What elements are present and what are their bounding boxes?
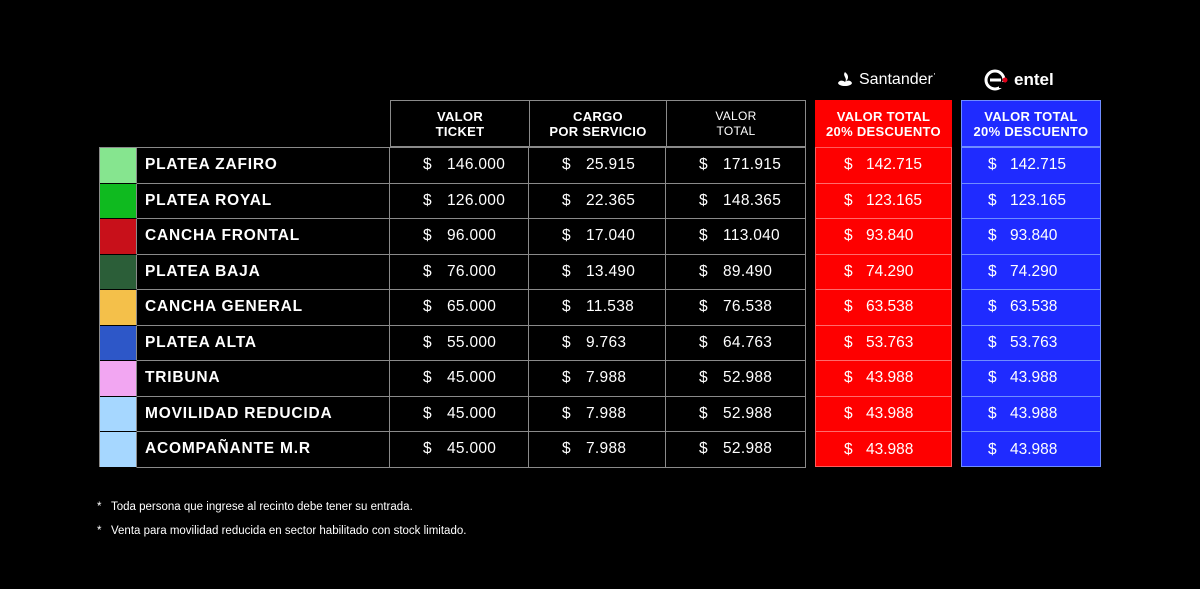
price-value: 52.988 [723, 404, 773, 422]
price-value: 17.040 [586, 227, 636, 245]
currency-symbol: $ [423, 333, 432, 351]
price-value: 64.763 [723, 333, 773, 351]
header-santander-discount [815, 100, 952, 147]
price-value: 43.988 [1010, 404, 1058, 422]
price-value: 7.988 [586, 369, 627, 387]
header-line: VALOR [715, 108, 757, 123]
santander-price-cell [816, 397, 951, 433]
currency-symbol: $ [699, 262, 708, 280]
price-value: 45.000 [447, 404, 497, 422]
table-row [962, 148, 1100, 184]
table-row [100, 184, 806, 220]
currency-symbol: $ [844, 298, 853, 316]
table-row [962, 184, 1100, 220]
section-color-swatch [100, 148, 137, 184]
currency-symbol: $ [423, 227, 432, 245]
santander-logo [835, 64, 935, 96]
note-text: Venta para movilidad reducida en sector habilitado con stock limitado. [111, 525, 467, 537]
currency-symbol: $ [844, 227, 853, 245]
section-name: PLATEA ROYAL [137, 184, 390, 220]
santander-price-cell [816, 184, 951, 220]
table-row [816, 361, 951, 397]
service-charge-cell [529, 326, 666, 362]
price-value: 146.000 [447, 156, 506, 174]
price-value: 43.988 [866, 404, 914, 422]
header-entel-discount [961, 100, 1101, 147]
entel-price-cell [962, 326, 1100, 362]
currency-symbol: $ [988, 191, 997, 209]
table-row [816, 219, 951, 255]
currency-symbol: $ [699, 369, 708, 387]
price-value: 13.490 [586, 262, 636, 280]
price-value: 74.290 [866, 262, 914, 280]
section-name: TRIBUNA [137, 361, 390, 397]
table-row [816, 397, 951, 433]
price-value: 93.840 [1010, 227, 1058, 245]
entel-discount-table [961, 147, 1101, 467]
price-value: 113.040 [723, 227, 780, 245]
currency-symbol: $ [988, 369, 997, 387]
table-row [100, 326, 806, 362]
table-row [962, 432, 1100, 468]
ticket-price-cell [390, 326, 529, 362]
currency-symbol: $ [423, 298, 432, 316]
santander-price-cell [816, 361, 951, 397]
price-value: 63.538 [1010, 298, 1058, 316]
header-line: 20% DESCUENTO [973, 123, 1089, 139]
currency-symbol: $ [699, 440, 708, 458]
section-name: PLATEA BAJA [137, 255, 390, 291]
price-value: 63.538 [866, 298, 914, 316]
footnote [97, 501, 413, 513]
section-name: PLATEA ALTA [137, 326, 390, 362]
table-row [816, 290, 951, 326]
price-value: 53.763 [866, 333, 914, 351]
santander-flame-icon [835, 70, 855, 90]
santander-discount-table [815, 147, 952, 467]
price-value: 74.290 [1010, 262, 1058, 280]
currency-symbol: $ [988, 333, 997, 351]
table-row [962, 397, 1100, 433]
ticket-price-cell [390, 219, 529, 255]
section-color-swatch [100, 432, 137, 468]
price-table [99, 147, 806, 467]
table-row [816, 148, 951, 184]
currency-symbol: $ [423, 440, 432, 458]
header-line: VALOR TOTAL [836, 108, 931, 124]
price-value: 76.000 [447, 262, 497, 280]
header-cargo-servicio [529, 100, 667, 147]
price-value: 9.763 [586, 333, 627, 351]
note-bullet: * [97, 525, 102, 537]
service-charge-cell [529, 432, 666, 468]
santander-price-cell [816, 255, 951, 291]
entel-price-cell [962, 148, 1100, 184]
price-value: 11.538 [586, 298, 635, 316]
price-value: 123.165 [866, 191, 923, 209]
header-line: CARGO [573, 108, 623, 124]
entel-price-cell [962, 397, 1100, 433]
ticket-price-cell [390, 432, 529, 468]
ticket-price-cell [390, 290, 529, 326]
total-price-cell [666, 326, 806, 362]
currency-symbol: $ [988, 440, 997, 458]
section-name: CANCHA FRONTAL [137, 219, 390, 255]
currency-symbol: $ [562, 298, 571, 316]
price-value: 148.365 [723, 191, 782, 209]
entel-price-cell [962, 361, 1100, 397]
price-value: 43.988 [1010, 369, 1058, 387]
entel-logo [984, 64, 1054, 96]
registered-mark: ' [933, 72, 936, 81]
currency-symbol: $ [562, 262, 571, 280]
header-line: TICKET [435, 123, 485, 139]
price-value: 142.715 [866, 156, 923, 174]
total-price-cell [666, 432, 806, 468]
section-color-swatch [100, 397, 137, 433]
price-value: 45.000 [447, 440, 497, 458]
currency-symbol: $ [562, 227, 571, 245]
price-value: 25.915 [586, 156, 636, 174]
currency-symbol: $ [699, 191, 708, 209]
section-color-swatch [100, 255, 137, 291]
total-price-cell [666, 361, 806, 397]
table-row [100, 290, 806, 326]
table-row [816, 184, 951, 220]
santander-wordmark: Santander [859, 71, 933, 88]
price-value: 22.365 [586, 191, 636, 209]
header-line: TOTAL [716, 123, 756, 138]
table-row [100, 432, 806, 468]
table-row [816, 326, 951, 362]
section-name: PLATEA ZAFIRO [137, 148, 390, 184]
santander-price-cell [816, 326, 951, 362]
header-valor-ticket [390, 100, 530, 147]
header-line: 20% DESCUENTO [826, 123, 941, 139]
price-value: 45.000 [447, 369, 497, 387]
price-value: 52.988 [723, 369, 773, 387]
entel-price-cell [962, 184, 1100, 220]
currency-symbol: $ [423, 369, 432, 387]
total-price-cell [666, 219, 806, 255]
entel-price-cell [962, 432, 1100, 468]
table-row [100, 219, 806, 255]
footnote [97, 525, 466, 537]
currency-symbol: $ [562, 191, 571, 209]
currency-symbol: $ [699, 333, 708, 351]
price-value: 52.988 [723, 440, 773, 458]
entel-e-icon [984, 68, 1008, 92]
currency-symbol: $ [699, 404, 708, 422]
santander-price-cell [816, 148, 951, 184]
price-value: 93.840 [866, 227, 914, 245]
currency-symbol: $ [988, 227, 997, 245]
table-row [100, 397, 806, 433]
section-color-swatch [100, 290, 137, 326]
santander-price-cell [816, 290, 951, 326]
service-charge-cell [529, 397, 666, 433]
entel-price-cell [962, 219, 1100, 255]
price-value: 171.915 [723, 156, 782, 174]
entel-price-cell [962, 290, 1100, 326]
price-value: 7.988 [586, 440, 627, 458]
price-value: 126.000 [447, 191, 506, 209]
table-row [100, 148, 806, 184]
table-row [962, 255, 1100, 291]
price-value: 43.988 [1010, 440, 1058, 458]
header-valor-total [666, 100, 806, 147]
entel-price-cell [962, 255, 1100, 291]
currency-symbol: $ [699, 227, 708, 245]
section-color-swatch [100, 326, 137, 362]
table-row [962, 361, 1100, 397]
total-price-cell [666, 255, 806, 291]
currency-symbol: $ [423, 156, 432, 174]
price-value: 43.988 [866, 369, 914, 387]
santander-price-cell [816, 219, 951, 255]
currency-symbol: $ [988, 262, 997, 280]
currency-symbol: $ [844, 262, 853, 280]
currency-symbol: $ [562, 404, 571, 422]
header-line: VALOR TOTAL [984, 108, 1078, 124]
total-price-cell [666, 290, 806, 326]
ticket-price-cell [390, 397, 529, 433]
ticket-price-cell [390, 361, 529, 397]
ticket-price-cell [390, 184, 529, 220]
price-value: 65.000 [447, 298, 497, 316]
currency-symbol: $ [423, 262, 432, 280]
santander-price-cell [816, 432, 951, 468]
currency-symbol: $ [988, 156, 997, 174]
currency-symbol: $ [844, 156, 853, 174]
service-charge-cell [529, 255, 666, 291]
currency-symbol: $ [562, 156, 571, 174]
currency-symbol: $ [844, 440, 853, 458]
currency-symbol: $ [423, 404, 432, 422]
currency-symbol: $ [988, 298, 997, 316]
currency-symbol: $ [988, 404, 997, 422]
price-value: 53.763 [1010, 333, 1058, 351]
price-value: 76.538 [723, 298, 773, 316]
header-line: POR SERVICIO [549, 123, 647, 139]
table-row [100, 255, 806, 291]
currency-symbol: $ [423, 191, 432, 209]
total-price-cell [666, 148, 806, 184]
currency-symbol: $ [844, 333, 853, 351]
price-value: 7.988 [586, 404, 627, 422]
currency-symbol: $ [562, 440, 571, 458]
price-value: 55.000 [447, 333, 497, 351]
section-color-swatch [100, 184, 137, 220]
note-bullet: * [97, 501, 102, 513]
currency-symbol: $ [844, 369, 853, 387]
entel-wordmark: entel [1014, 70, 1054, 89]
service-charge-cell [529, 290, 666, 326]
table-row [962, 219, 1100, 255]
table-row [816, 255, 951, 291]
price-value: 96.000 [447, 227, 497, 245]
section-color-swatch [100, 361, 137, 397]
ticket-price-cell [390, 255, 529, 291]
currency-symbol: $ [844, 191, 853, 209]
price-value: 142.715 [1010, 156, 1067, 174]
table-row [962, 326, 1100, 362]
service-charge-cell [529, 361, 666, 397]
section-name: MOVILIDAD REDUCIDA [137, 397, 390, 433]
price-value: 89.490 [723, 262, 773, 280]
table-row [100, 361, 806, 397]
service-charge-cell [529, 219, 666, 255]
total-price-cell [666, 397, 806, 433]
ticket-price-cell [390, 148, 529, 184]
table-row [816, 432, 951, 468]
currency-symbol: $ [699, 156, 708, 174]
section-name: ACOMPAÑANTE M.R [137, 432, 390, 468]
currency-symbol: $ [562, 333, 571, 351]
price-value: 43.988 [866, 440, 914, 458]
table-row [962, 290, 1100, 326]
service-charge-cell [529, 148, 666, 184]
header-line: VALOR [436, 108, 484, 124]
section-color-swatch [100, 219, 137, 255]
currency-symbol: $ [844, 404, 853, 422]
currency-symbol: $ [562, 369, 571, 387]
currency-symbol: $ [699, 298, 708, 316]
section-name: CANCHA GENERAL [137, 290, 390, 326]
total-price-cell [666, 184, 806, 220]
service-charge-cell [529, 184, 666, 220]
note-text: Toda persona que ingrese al recinto debe tener su entrada. [111, 501, 413, 513]
price-value: 123.165 [1010, 191, 1067, 209]
